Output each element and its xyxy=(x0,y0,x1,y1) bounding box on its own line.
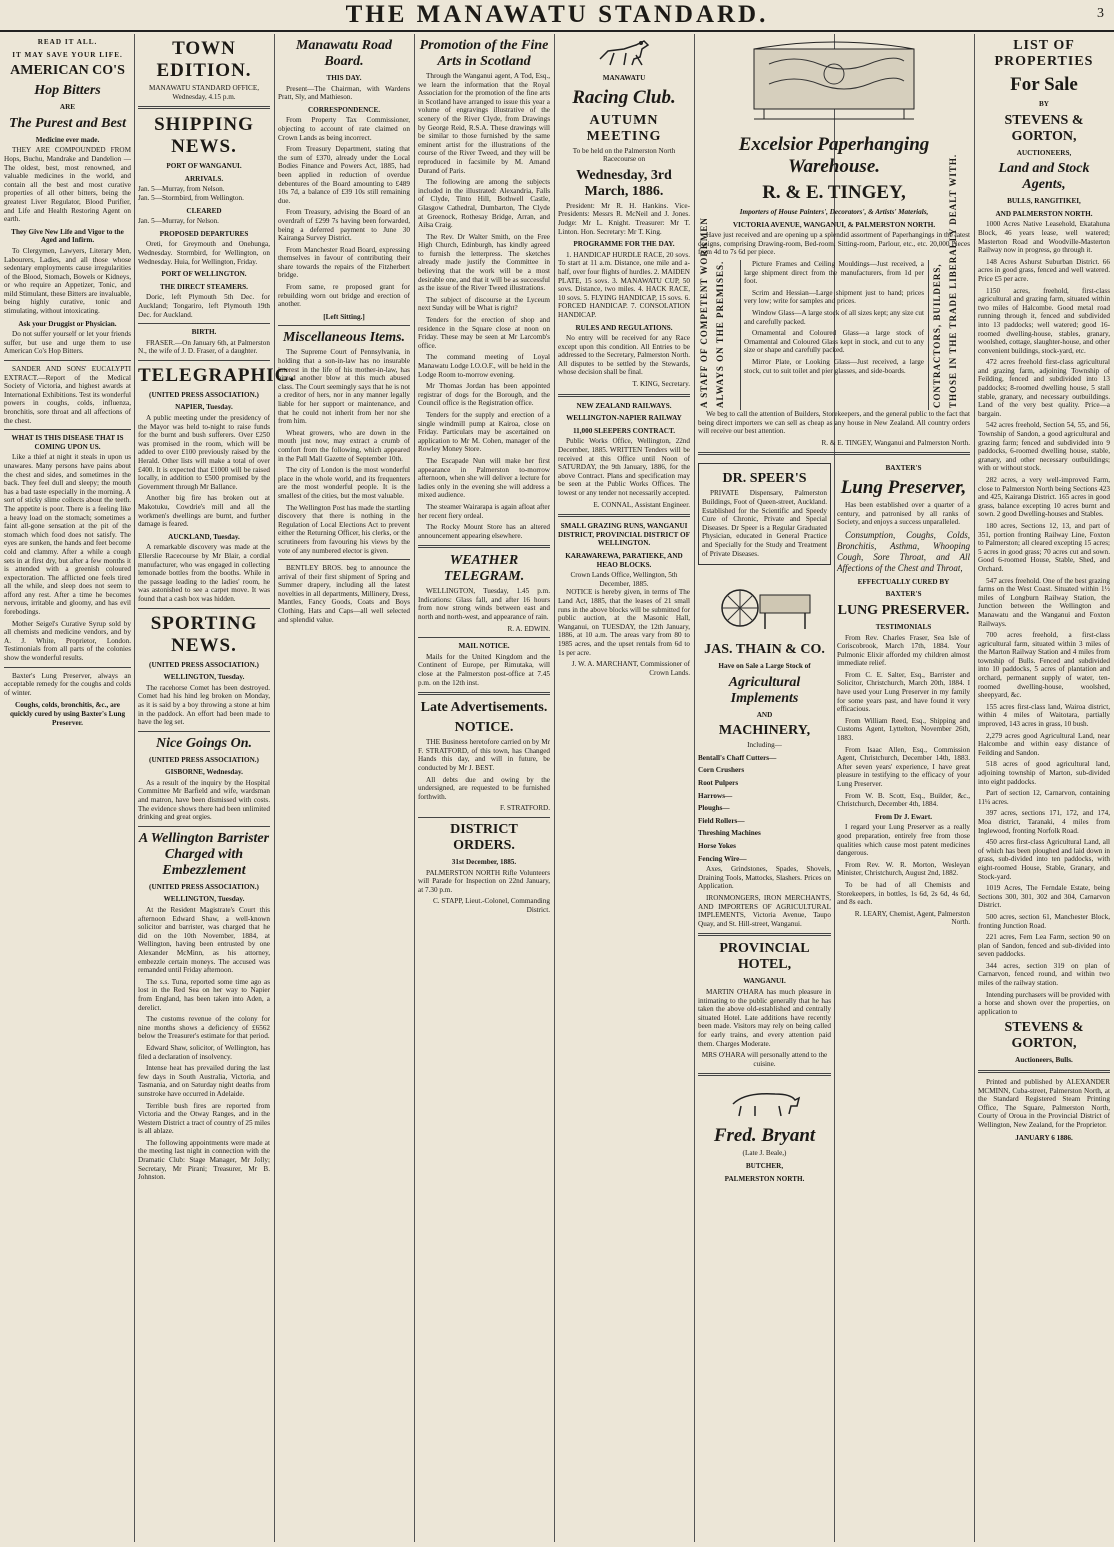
article-text: FRASER.—On January 6th, at Palmerston N., the wife of J. D. Fraser, of a daughter. xyxy=(138,338,270,356)
bullock-icon xyxy=(725,1084,805,1118)
article-text: WELLINGTON, Tuesday, 1.45 p.m. Indications: Glass fall, and after 16 hours from now strong winds between east and north and north-west, and appearance of rain. xyxy=(418,587,550,622)
article-text: Doric, left Plymouth 5th Dec. for Auckland; Tongariro, left Plymouth 19th Dec. for Auckland. xyxy=(138,293,270,319)
column-5 xyxy=(558,34,690,1542)
implement-item: Field Rollers— xyxy=(698,816,745,825)
divider xyxy=(278,559,410,560)
headline: KARAWAREWA, PARATIEKE, AND HEAO BLOCKS. xyxy=(565,551,683,569)
ad-text: IRONMONGERS, IRON MERCHANTS, AND IMPORTERS OF AGRICULTURAL IMPLEMENTS, Victoria Avenue, Taupo Quay, and St. Hill-street, Wanganui. xyxy=(698,894,831,928)
column-3 xyxy=(278,34,410,1542)
column-rule xyxy=(414,34,415,1542)
article-text: The racehorse Comet has been destroyed. Comet had his hind leg broken on Monday, as it is said by a boy throwing a stone at him in the paddock. An effort had been made to have the leg set. xyxy=(138,683,270,727)
vertical-text: A STAFF OF COMPETENT WORKMEN xyxy=(699,217,709,408)
ad-text: From Isaac Allen, Esq., Commission Agent, Christchurch, December 14th, 1883. After seven years' experience, I have great pleasure in testifying to the efficacy of your Lung Preserver. xyxy=(837,745,970,788)
ad-text: All debts due and owing by the undersigned, are requested to be furnished forthwith. xyxy=(418,775,550,801)
signature: R. & E. TINGEY, Wanganui and Palmerston North. xyxy=(821,438,970,447)
divider xyxy=(138,731,270,732)
divider xyxy=(418,692,550,695)
divider xyxy=(4,360,131,361)
article-text: The subject of discourse at the Lyceum next Sunday will be What is right? xyxy=(418,295,550,313)
headline: MACHINERY, xyxy=(718,723,811,739)
headline: [Left Sitting.] xyxy=(323,312,365,321)
divider xyxy=(978,1070,1110,1073)
article-text: The Rocky Mount Store has an altered announcement appearing elsewhere. xyxy=(418,523,550,540)
shipping-line: Jan. 5—Murray, for Nelson. xyxy=(138,217,219,226)
divider xyxy=(698,1073,831,1076)
column-6 xyxy=(698,34,970,1542)
article-text: Intense heat has prevailed during the last few days in South Australia, Victoria, and Tasmania, and on Saturday night deaths from sunstroke have occurred in Adelaide. xyxy=(138,1064,270,1098)
ad-text: We beg to call the attention of Builders, Storekeepers, and the general public to the fact that being direct importers we can sell as cheap as any house in New Zealand. All country orders will receive our best attention. xyxy=(698,409,970,436)
ad-text: SANDER AND SONS' EUCALYPTI EXTRACT.—Report of the Medical Society of Victoria, and highest awards at International Exhibitions. Test its wonderful powers in coughs, colds, influenza, bronchitis, sore throat and all affections of the chest. xyxy=(4,365,131,425)
column-rule xyxy=(274,34,275,1542)
ad-text: From W. B. Scott, Esq., Builder, &c., Christchurch, December 4th, 1884. xyxy=(837,791,970,809)
property-listing: 282 acres, a very well-improved Farm, close to Palmerston North being Sections 423 and 425, Kairanga District. 165 acres in good grass, balance excepting 10 acres burnt and sown. 2 good Dwelling-houses and Stables. xyxy=(978,476,1110,519)
headline: TESTIMONIALS xyxy=(875,622,932,631)
page-number: 3 xyxy=(1097,6,1104,21)
property-listing: Intending purchasers will be provided with a horse and shown over the properties, on application to xyxy=(978,990,1110,1016)
article-text: Edward Shaw, solicitor, of Wellington, has filed a declaration of insolvency. xyxy=(138,1043,270,1061)
article-text: From Treasury, advising the Board of an overdraft of £299 7s having been forwarded, being a deferred payment to June 30 Kairanga Survey District. xyxy=(278,208,410,243)
headline: AUCKLAND, Tuesday. xyxy=(168,532,240,541)
article-text: A public meeting under the presidency of the Mayor was held to-night to raise funds for the burnt and bush sufferers. Over £250 was promised in the room, which will be added to over £100 previously raised by the Herald. Other lists will make a total of over £400. It is expected that £1000 will be raised locally, in addition to £500 promised by the Government through Mr Ballance. xyxy=(138,414,270,491)
vertical-banner-right xyxy=(928,153,971,410)
headline: Medicine ever made. xyxy=(35,135,100,144)
signature: F. STRATFORD. xyxy=(500,804,550,813)
headline: ARE xyxy=(59,103,76,112)
property-listing: 700 acres freehold, a first-class agricultural farm, situated within 3 miles of the Marton Railway Station and 4 miles from township of Bulls. Fenced and subdivided into 10 paddocks, 5 acres of plantation and orchard, permanent supply of water, ten-roomed dwelling-house, woolshed, sheepyard, &c. xyxy=(978,631,1110,700)
headline: RULES AND REGULATIONS. xyxy=(575,323,673,332)
headline: AND xyxy=(756,710,773,719)
headline: (UNITED PRESS ASSOCIATION.) xyxy=(149,882,259,891)
headline: BIRTH. xyxy=(191,328,217,337)
ad-text: Ornamental and Coloured Glass—a large stock of Ornamental and Coloured Glass kept in stock, and cut to any size or shape and carefully packed. xyxy=(744,329,924,355)
headline: They Give New Life and Vigor to the Aged and Infirm. xyxy=(11,227,124,245)
vertical-text: ALWAYS ON THE PREMISES. xyxy=(715,260,725,408)
divider xyxy=(138,608,270,609)
vertical-text: THOSE IN THE TRADE LIBERALLY DEALT WITH. xyxy=(948,153,958,408)
headline: BAXTER'S xyxy=(885,590,922,599)
ad-text: From Rev. W. R. Morton, Wesleyan Minister, Christchurch, August 2nd, 1882. xyxy=(837,860,970,878)
headline: NEW ZEALAND RAILWAYS. xyxy=(576,401,672,410)
headline: AUTUMN MEETING xyxy=(586,112,662,144)
ad-text: Has been established over a quarter of a century, and patronised by all ranks of Society, and enjoys a success unparalleled. xyxy=(837,500,970,527)
article-text: The command meeting of Loyal Manawatu Lodge I.O.O.F., will be held in the Lodge Room to-morrow evening. xyxy=(418,353,550,379)
headline: MANAWATU xyxy=(602,74,646,82)
headline: VICTORIA AVENUE, WANGANUI, & PALMERSTON NORTH. xyxy=(732,220,936,229)
implement-item: Ploughs— xyxy=(698,804,730,813)
section-title: For Sale xyxy=(1010,74,1078,95)
article-text: The following are among the subjects included in the illustrated: Alexandria, Falls of Clyde, Tinto Hill, Bothwell Castle, Glasgow Cathedral, Dumbarton, The Clyde at Greenock, Rothesay Bridge, Arran, and Ailsa Craig. xyxy=(418,178,550,230)
signature: C. STAPP, Lieut.-Colonel, Commanding District. xyxy=(432,897,550,914)
dateline: Crown Lands Office, Wellington, 5th December, 1885. xyxy=(570,571,678,588)
ad-text: Window Glass—A large stock of all sizes kept; any size cut and carefully packed. xyxy=(744,308,924,326)
headline: Coughs, colds, bronchitis, &c., are quickly cured by using Baxter's Lung Preserver. xyxy=(9,701,126,727)
article-text: From Property Tax Commissioner, objecting to account of rate claimed on Crown Lands as being incorrect. xyxy=(278,116,410,142)
property-listing: 397 acres, sections 171, 172, and 174, Moa district, Taranaki, 4 miles from Inglewood, fronting Norfolk Road. xyxy=(978,809,1110,835)
article-text: The customs revenue of the colony for nine months shows a deficiency of £6562 below the Treasurer's estimate for that period. xyxy=(138,1015,270,1041)
property-listing: 180 acres, Sections 12, 13, and part of 351, portion fronting Railway Line, Foxton to Palmerston; all cleared excepting 15 acres; 5 acres in good grass; 70 acres cut and sown. Good 6-roomed House, Stable, Shed, and Orchard. xyxy=(978,521,1110,573)
property-listing: Part of section 12, Carnarvon, containing 11¼ acres. xyxy=(978,789,1110,806)
dateline: MANAWATU STANDARD OFFICE, Wednesday, 4.15 p.m. xyxy=(148,84,260,101)
headline: 11,000 SLEEPERS CONTRACT. xyxy=(572,426,676,435)
signature: E. CONNAL, Assistant Engineer. xyxy=(593,500,690,509)
divider xyxy=(558,514,690,517)
paperhanging-engraving xyxy=(698,34,970,130)
divider xyxy=(4,429,131,430)
divider xyxy=(418,637,550,638)
banner-engraving-icon xyxy=(734,39,934,125)
ad-text: THEY ARE COMPOUNDED FROM Hops, Buchu, Mandrake and Dandelion — The oldest, best, most renowned, and valuable medicines in the world, and contain all the best and most curative properties of all other bitters, being the greatest Liver Regulator, Blood Purifier, and Life and Health Restoring Agent on earth. xyxy=(4,146,131,224)
article-text: Tenders for the erection of shop and residence in the Square close at noon on Friday. These may be seen at Mr Larcomb's office. xyxy=(418,316,550,350)
headline: DISTRICT ORDERS. xyxy=(450,821,518,853)
article-text: As a result of the inquiry by the Hospital Committee Mr Barfield and wife, wardsman and matron, have been dismissed with costs. The evidence shows there had been unlimited drinking and great orgies. xyxy=(138,778,270,822)
column-rule xyxy=(694,34,695,1542)
headline: CORRESPONDENCE. xyxy=(307,105,381,114)
headline: WELLINGTON, Tuesday. xyxy=(163,673,245,682)
property-listing: 450 acres first-class Agricultural Land, all of which has been ploughed and laid down in grass, sub-divided into ten paddocks, with eight-roomed House, Stable, Granary, and Stock-yard. xyxy=(978,838,1110,881)
divider xyxy=(418,817,550,818)
headline: Hop Bitters xyxy=(34,83,101,99)
article-text: From same, re proposed grant for rebuilding worn out bridge and erection of another. xyxy=(278,283,410,309)
ad-text: MARTIN O'HARA has much pleasure in intimating to the public generally that he has taken the above old-established and centrally situated Hotel. Late additions have recently been made. Visitors may rely on being called for early trains, and every attention paid them. Charges Moderate. xyxy=(698,987,831,1048)
lower-ad-row xyxy=(698,460,970,1185)
headline: Importers of House Painters', Decorators', & Artists' Materials, xyxy=(739,208,929,216)
headline: THIS DAY. xyxy=(326,74,362,82)
implement-item: Root Pulpers xyxy=(698,779,739,788)
article-text: The steamer Wairarapa is again afloat after her recent fiery ordeal. xyxy=(418,502,550,520)
column-1 xyxy=(4,34,131,1542)
article-text: At the Resident Magistrate's Court this afternoon Edward Shaw, a well-known solicitor and barrister, was charged that he did on the 10th November, 1884, at Wellington, having been entrusted by one Alexander McMinn, as his attorney, embezzle certain moneys. The accused was remanded until Friday afternoon. xyxy=(138,906,270,975)
article-text: Another big fire has broken out at Makotuku, Cowdrie's mill and all the workmen's dwellings are burnt, and further damage is feared. xyxy=(138,494,270,529)
article-text: The s.s. Tuna, reported some time ago as lost in the Red Sea on her way to Napier from England, has been taken into Aden, a derelict. xyxy=(138,977,270,1012)
headline: WELLINGTON-NAPIER RAILWAY xyxy=(566,414,682,423)
property-listing: 1000 Acres Native Leasehold, Ekatahuna Block, 46 years lease, well watered; Masterton Road and Woodville-Masterton Railway now in progress, go through it. xyxy=(978,220,1110,255)
machinery-engraving xyxy=(698,568,831,638)
implement-item: Corn Crushers xyxy=(698,766,745,775)
ad-text: Consumption, Coughs, Colds, Bronchitis, Asthma, Whooping Cough, Sore Throat, and All Affections of the Chest and Throat, xyxy=(837,529,970,573)
ad-text: PALMERSTON NORTH Rifle Volunteers will Parade for Inspection on 22nd January, at 7.30 p.m. xyxy=(418,868,550,894)
headline: LUNG PRESERVER. xyxy=(837,602,970,618)
headline: Agricultural Implements xyxy=(728,674,801,706)
issue-date: JANUARY 6 1886. xyxy=(1015,1133,1073,1142)
section-title: TELEGRAPHIC. xyxy=(138,364,296,386)
article-text: The Rev. Dr Walter Smith, on the Free High Church, Edinburgh, has kindly agreed to furnish the letterpress. The sketches already made justify the Committee in believing that the work will be a most desirable one, and that it will be as successful as the issue of the River Tweed illustrations. xyxy=(418,232,550,293)
property-listing: 155 acres first-class land, Wairoa district, within 4 miles of Waitotara, partially improved, 143 acres in grass, 10 bush. xyxy=(978,702,1110,729)
article-text: The Escapade Nun will make her first appearance in Palmerston to-morrow afternoon, when she will deliver a lecture for ladies only in the evening she will address a mixed audience. xyxy=(418,456,550,500)
article-text: Wheat growers, who are down in the mouth just now, may extract a crumb of comfort from the following, which appeared in the Pall Mall Gazette of September 10th. xyxy=(278,428,410,463)
headline: BUTCHER, xyxy=(745,1161,784,1170)
divider xyxy=(138,106,270,109)
article-text: The city of London is the most wonderful place in the whole world, and its frequenters are the most wonderful people. It is the smallest of the cities, but the most valuable. xyxy=(278,466,410,500)
article-text: From Manchester Road Board, expressing themselves in favour of contributing their share towards the repairs of the Fitzherbert bridge. xyxy=(278,245,410,280)
butcher-engraving xyxy=(698,1081,831,1121)
ad-text: Do not suffer yourself or let your friends suffer, but use and urge them to use American Co's Hop Bitters. xyxy=(4,330,131,356)
divider xyxy=(4,667,131,668)
column-2 xyxy=(138,34,296,1542)
headline: Wednesday, 3rd March, 1886. xyxy=(576,167,672,199)
article-text: Mother Seigel's Curative Syrup sold by all chemists and medicine vendors, and by A. J. White, Proprietor, London. Testimonials from all parts of the colonies show the wonderful results. xyxy=(4,619,131,663)
headline: NOTICE. xyxy=(454,720,514,736)
headline: Land and Stock Agents, xyxy=(998,161,1090,193)
signature: R. A. EDWIN. xyxy=(507,624,550,633)
divider xyxy=(138,826,270,827)
section-title: Late Advertisements. xyxy=(420,700,548,716)
article-text: Terrible bush fires are reported from Victoria and the Otway Ranges, and in the Western District a tract of country of 25 miles is all ablaze. xyxy=(138,1101,270,1136)
property-listing: 221 acres, Fern Lea Farm, section 90 on plan of Sandon, fenced and sub-divided into seven paddocks. xyxy=(978,933,1110,959)
divider xyxy=(138,323,270,324)
shipping-line: Jan. 5—Murray, from Nelson. xyxy=(138,185,225,194)
property-listing: 1019 Acres, The Ferndale Estate, being Sections 300, 301, 302 and 304, Carnarvon District. xyxy=(978,884,1110,910)
headline: WELLINGTON, Tuesday. xyxy=(163,895,245,904)
section-title: Excelsior Paperhanging Warehouse. xyxy=(738,134,930,177)
chaff-cutter-icon xyxy=(710,573,820,633)
newspaper-title: THE MANAWATU STANDARD. xyxy=(345,1,769,28)
article-text: Tenders for the supply and erection of a single windmill pump at Kairoa, close on Friday. Particulars may be ascertained on application to Mr M. Cohen, manager of the Rowley Money Store. xyxy=(418,410,550,454)
headline: PALMERSTON NORTH. xyxy=(724,1174,805,1183)
headline: SMALL GRAZING RUNS, WANGANUI DISTRICT, PROVINCIAL DISTRICT OF WELLINGTON. xyxy=(558,522,690,548)
headline: (UNITED PRESS ASSOCIATION.) xyxy=(149,660,259,669)
column-4 xyxy=(418,34,550,1542)
divider xyxy=(138,360,270,361)
headline: R. & E. TINGEY, xyxy=(762,182,906,203)
headline: WANGANUI. xyxy=(743,977,786,986)
headline: (UNITED PRESS ASSOCIATION.) xyxy=(149,390,259,399)
column-rule xyxy=(974,34,975,1542)
implement-item: Horse Yokes xyxy=(698,842,736,851)
property-listing: 2,279 acres good Agricultural Land, near Halcombe and within easy distance of Feilding and Sandon. xyxy=(978,731,1110,757)
shipping-line: Jan. 5—Stormbird, from Wellington. xyxy=(138,193,244,202)
vertical-text: CONTRACTORS, BUILDERS, xyxy=(932,263,942,408)
headline: A Wellington Barrister Charged with Embezzlement xyxy=(138,830,270,878)
property-listing: 1150 acres, freehold, first-class agricultural and grazing farm, situated within two miles of Halcombe. Good metal road running through it, fenced and subdivided into 13 paddocks; well watered; good 16-roomed dwelling-house, stables, granary, woolshed, cottage, slaughter-house, and other convenient buildings, stock-yard, etc. xyxy=(978,286,1110,355)
headline: BY xyxy=(1039,100,1049,108)
headline: IT MAY SAVE YOUR LIFE. xyxy=(12,50,123,59)
signature: R. LEARY, Chemist, Agent, Palmerston North. xyxy=(854,909,970,927)
signature: MRS O'HARA will personally attend to the cuisine. xyxy=(701,1051,828,1068)
subtext: (Late J. Beale,) xyxy=(742,1149,787,1158)
property-listing: 542 acres freehold, Section 54, 55, and 56, Township of Sandon, a good agricultural and grazing farm; fenced and subdivided into 9 paddocks, 6-roomed dwelling house, stable, granary, and other necessary outbuildings; with or without stock. xyxy=(978,421,1110,473)
headline: Fred. Bryant xyxy=(713,1125,816,1147)
ad-text: To be had of all Chemists and Storekeepers, in bottles, 1s 6d, 2s 6d, 4s 6d, and 8s each. xyxy=(837,880,970,907)
ad-text: Scrim and Hessian—Large shipment just to hand; prices very low; write for samples and prices. xyxy=(744,288,924,306)
divider xyxy=(418,545,550,548)
ad-text: To Clergymen, Lawyers, Literary Men, Labourers, Ladies, and all those whose sedentary employments cause irregularities of the Blood, Stomach, Bowels or Kidneys, or who require an Appetizer, Tonic, and mild Stimulant, these Bitters are invaluable, being highly curative, tonic and stimulating, without intoxicating. xyxy=(4,246,131,316)
article-text: The Supreme Court of Pennsylvania, in holding that a son-in-law has no insurable interest in the life of his mother-in-law, has aimed another blow at this much abused class. The Court seemingly says that he is not a creditor of hers, nor in any manner legally liable for her support or maintenance, and that he could not inherit from her nor she from him. xyxy=(278,348,410,426)
signature: T. KING, Secretary. xyxy=(632,380,690,389)
ads-left-subcolumn xyxy=(698,460,831,1185)
section-title: WEATHER TELEGRAM. xyxy=(443,553,525,585)
article-text: Oreti, for Greymouth and Onehunga, Wednesday. Stormbird, for Wellington, on Wednesday. Huia, for Wellington, Friday. xyxy=(138,240,270,266)
property-listing: 148 Acres Ashurst Suburban District. 66 acres in good grass, fenced and well watered. Price £5 per acre. xyxy=(978,257,1110,283)
implement-item: Bentall's Chaff Cutters— xyxy=(698,753,777,762)
article-text: Mr Thomas Jordan has been appointed registrar of dogs for the Borough, and the Council office is the Registration office. xyxy=(418,382,550,408)
headline: PROGRAMME FOR THE DAY. xyxy=(573,240,675,249)
article-text: Mails for the United Kingdom and the Continent of Europe, per Rimutaka, will close at the Palmerston post-office at 7.45 p.m. on the 12th inst. xyxy=(418,652,550,687)
ads-right-subcolumn xyxy=(837,460,970,1185)
headline: The Purest and Best xyxy=(8,115,127,131)
ad-text: Mirror Plate, or Looking Glass—Just received, a large stock, cut to suit toilet and pier glasses, and side-boards. xyxy=(744,357,924,375)
column-rule xyxy=(134,34,135,1542)
ad-text: BENTLEY BROS. beg to announce the arrival of their first shipment of Spring and Summer drapery, including all the latest novelties in all departments, Millinery, Dress, Mantles, Fancy Goods, Coats and Boys Clothing, Hats and Caps—all well selected and splendid value. xyxy=(278,564,410,624)
headline: STEVENS & GORTON, xyxy=(1004,1020,1084,1052)
headline: Auctioneers, Bulls. xyxy=(1015,1056,1073,1065)
implement-item: Harrows— xyxy=(698,791,733,800)
divider xyxy=(558,394,690,397)
headline: ARRIVALS. xyxy=(184,174,224,183)
masthead xyxy=(0,0,1114,32)
ad-text: THE Business heretofore carried on by Mr F. STRATFORD, of this town, has Changed Hands this day, and will in future, be conducted by Mr J. BEST. xyxy=(418,738,550,772)
headline: THE DIRECT STEAMERS. xyxy=(160,282,248,291)
subtext: To be held on the Palmerston North Racecourse on xyxy=(572,146,676,164)
headline: Miscellaneous Items. xyxy=(282,330,406,346)
headline: AUCTIONEERS, xyxy=(1016,148,1072,157)
headline: BULLS, RANGITIKEI, xyxy=(1007,197,1081,206)
headline: Nice Goings On. xyxy=(155,735,253,751)
ad-text: No entry will be received for any Race except upon this condition. All Entries to be addressed to the Secretary, Palmerston North. All disputes to be settled by the Stewards, whose decision shall be final. xyxy=(558,334,690,377)
divider xyxy=(278,325,410,326)
signature: J. W. A. MARCHANT, Commissioner of Crown Lands. xyxy=(571,660,690,677)
horse-engraving xyxy=(558,34,690,70)
headline: GISBORNE, Wednesday. xyxy=(165,768,243,777)
section-title: SPORTING NEWS. xyxy=(150,612,258,656)
implement-item: Fencing Wire— xyxy=(698,854,747,863)
ad-text: 1. HANDICAP HURDLE RACE, 20 sovs. To start at 11 a.m. Distance, one mile and a-half, over four flights of hurdles. 2. MAIDEN PLATE, 15 sovs. 3. MANAWATU CUP, 50 sovs. Distance, two miles. 4. HACK RACE, 10 sovs. 5. FLYING HANDICAP, 15 sovs. 6. FORCED HANDICAP. 7. CONSOLATION HANDICAP. xyxy=(558,250,690,319)
section-title: SHIPPING NEWS. xyxy=(154,114,254,158)
article-text: From Treasury Department, stating that the sum of £370, already under the Local Bodies Finance and Powers Act, 1885, had been applied in reduction of overdue debentures of the Board amounting to £489 10s 7d, a balance of £39 10s still remaining due. xyxy=(278,145,410,205)
ad-text: From William Reed, Esq., Shipping and Customs Agent, Lyttelton, November 26th, 1883. xyxy=(837,716,970,743)
ad-text: From C. E. Salter, Esq., Barrister and Solicitor, Christchurch, March 20th, 1884. I have used your Lung Preserver in my family for some years past, and have found it very efficacious. xyxy=(837,670,970,714)
vertical-banner-left xyxy=(698,217,741,410)
headline: PORT OF WANGANUI. xyxy=(166,162,242,171)
headline: WHAT IS THIS DISEASE THAT IS COMING UPON US. xyxy=(11,434,124,451)
article-text: The following appointments were made at the meeting last night in connection with the Dramatic Club: Stage Manager, Mr Jolly; Secretary, Mr Pirani; Treasurer, Mr B. Johnston. xyxy=(138,1138,270,1182)
headline: READ IT ALL. xyxy=(37,38,98,46)
column-8 xyxy=(978,34,1110,1542)
property-listing: 500 acres, section 61, Manchester Block, fronting Junction Road. xyxy=(978,912,1110,930)
headline: (UNITED PRESS ASSOCIATION.) xyxy=(149,755,259,764)
ad-text: Baxter's Lung Preserver, always an acceptable remedy for the coughs and colds of winter. xyxy=(4,671,131,697)
headline: PORT OF WELLINGTON. xyxy=(161,270,247,279)
headline: BAXTER'S xyxy=(885,464,922,473)
ad-text: Public Works Office, Wellington, 22nd December, 1885. WRITTEN Tenders will be received at this Office until Noon of SATURDAY, the 9th January, 1886, for the above Contract. Plans and specification may be seen at the Public Works Offices. The lowest or any tender not necessarily accepted. xyxy=(558,437,690,497)
article-text: A remarkable discovery was made at the Ellerslie Racecourse by Mr Blair, a cordial manufacturer, who was engaged in collecting lemonade bottles from the booths. While in the passage leading to the ladies' room, he was astonished to see a carpet move. It was found that a cash box was hidden. xyxy=(138,543,270,603)
property-listing: 344 acres, section 319 on plan of Carnarvon, fenced round, and within two miles of the railway station. xyxy=(978,961,1110,988)
article-text: Present—The Chairman, with Wardens Pratt, Sly, and Mathieson. xyxy=(278,84,410,102)
headline: PROVINCIAL HOTEL, xyxy=(719,941,810,973)
headline: AND PALMERSTON NORTH. xyxy=(995,209,1093,218)
headline: DR. SPEER'S xyxy=(722,471,807,487)
headline: Have on Sale a Large Stock of xyxy=(718,662,811,671)
article-text: The Wellington Post has made the startling discovery that there is nothing in the Regulation of Local Elections Act to prevent either the Returning Officer, his clerks, or the scrutineers from favouring his views by the vote of any numbered elector is given. xyxy=(278,503,410,555)
ad-text: President: Mr R. H. Hankins. Vice-Presidents: Messrs R. McNeil and J. Jones. Judge: Mr L. Knight. Treasurer: Mr T. Linton. Hon. Secretary: Mr T. King. xyxy=(558,201,690,236)
divider xyxy=(698,933,831,936)
section-title: TOWN EDITION. xyxy=(156,38,252,81)
headline: NAPIER, Tuesday. xyxy=(175,403,233,412)
headline: EFFECTUALLY CURED BY xyxy=(857,577,950,586)
ad-text: NOTICE is hereby given, in terms of The Land Act, 1885, that the leases of 21 small runs in the above blocks will be submitted for public auction, at the Masonic Hall, Wanganui, on TUESDAY, the 12th January, 1886, at 10 a.m. The areas vary from 80 to 1985 acres, and the upset rentals from 6d to 1s per acre. xyxy=(558,588,690,657)
ad-text: Axes, Grindstones, Spades, Shovels, Draining Tools, Mattocks, Slashers. Prices on Application. xyxy=(698,865,831,891)
property-listing: 547 acres freehold. One of the best grazing farms on the West Coast. Situated within 1½ miles of Longburn Railway Station, the Junction between the Wellington and Manawatu and the Wanganui and Foxton Railways. xyxy=(978,576,1110,628)
headline: PROPOSED DEPARTURES xyxy=(159,229,249,238)
headline: Ask your Druggist or Physician. xyxy=(18,319,117,328)
ad-text: Have just received and are opening up a splendid assortment of Paperhangings in the latest designs, comprising Drawing-room, Bed-room, Sitting-room, Parlour, etc., etc. 20,000 Pieces from 4d to 7s 6d per piece. xyxy=(698,231,970,257)
headline: From Dr J. Ewart. xyxy=(874,812,933,821)
section-title: Racing Club. xyxy=(572,86,676,108)
tingey-ad-center xyxy=(744,260,924,410)
article-text: Like a thief at night it steals in upon us unawares. Many persons have pains about the chest and sides, and sometimes in the back. They feel dull and sleepy; the mouth has a bad taste especially in the morning. A sort of sticky slime collects about the teeth. The appetite is poor. There is a feeling like a heavy load on the stomach; sometimes a faint all-gone sensation at the pit of the stomach which food does not satisfy. The eyes are sunken, the hands and feet become cold and clammy. After a while a cough sets in at first dry, but after a few months it is attended with a greenish coloured expectoration. The afflicted one feels tired all the while, and sleep does not seem to afford any rest. After a time he becomes nervous, irritable and gloomy, and has evil forebodings. xyxy=(4,453,131,617)
headline: 31st December, 1885. xyxy=(451,857,517,866)
property-listing: 472 acres freehold first-class agricultural and grazing farm, adjoining Township of Feilding, fenced and subdivided into 13 paddocks; 8-roomed dwelling house, 5 stall stable, granary, and necessary outbuildings. Land of the very best quality. Price—a bargain. xyxy=(978,358,1110,418)
subtext: Including— xyxy=(747,741,782,750)
divider xyxy=(698,452,970,455)
column-rule xyxy=(554,34,555,1542)
speer-ad xyxy=(698,463,831,565)
implement-item: Threshing Machines xyxy=(698,829,761,838)
imprint-text: Printed and published by ALEXANDER MCMINN, Cuba-street, Palmerston North, at the Standard Registered Steam Printing Office, The Square, Palmerston North, Courty of Oroua in the Provincial District of Wellington, New Zealand, for the Proprietor. xyxy=(978,1078,1110,1129)
section-title: Lung Preserver, xyxy=(840,476,967,498)
headline: Manawatu Road Board. xyxy=(295,38,393,69)
headline: AMERICAN CO'S xyxy=(10,63,125,79)
ad-text: Picture Frames and Ceiling Mouldings—Just received, a large shipment direct from the manufacturers, from 1d per foot. xyxy=(744,259,924,286)
headline: LIST OF PROPERTIES xyxy=(994,38,1094,69)
horse-icon xyxy=(594,37,654,67)
headline: Promotion of the Fine Arts in Scotland xyxy=(419,38,549,69)
ad-text: From Rev. Charles Fraser, Sea Isle of Coriscobrook, March 17th, 1884. Your Pulmonic Elixir afforded my children almost immediate relief. xyxy=(837,633,970,668)
article-text: Through the Wanganui agent, A Tod, Esq., we learn the information that the Royal Association for the promotion of the fine arts in Scotland have arranged to issue this year a volume of engravings illustrative of the scenery of the River Clyde, from Drawings by George Reid, R.S.A. These drawings will be similar to those furnished by the same eminent artist for the illustrations of the course of the River Tweed, and they will be reproduced in facsimile by M. Amand Durand of Paris. xyxy=(418,72,550,175)
headline: JAS. THAIN & CO. xyxy=(704,642,825,658)
ad-text: PRIVATE Dispensary, Palmerston Buildings, Foot of Queen-street, Auckland. Established for the Scientific and Speedy Cure of Chronic, Private and Special Diseases. Dr Speer is a Regular Graduated Physician, educated in General Practice and Specially for the Study and Treatment of Private Diseases. xyxy=(702,489,827,558)
headline: CLEARED xyxy=(186,206,222,215)
ad-text: I regard your Lung Preserver as a really good preparation, entirely free from those qualities which cause most patent medicines dangerous. xyxy=(837,823,970,858)
headline: MAIL NOTICE. xyxy=(458,642,510,651)
property-listing: 518 acres of good agricultural land, adjoining township of Marton, sub-divided into eight paddocks. xyxy=(978,760,1110,786)
headline: STEVENS & GORTON, xyxy=(1004,112,1084,144)
